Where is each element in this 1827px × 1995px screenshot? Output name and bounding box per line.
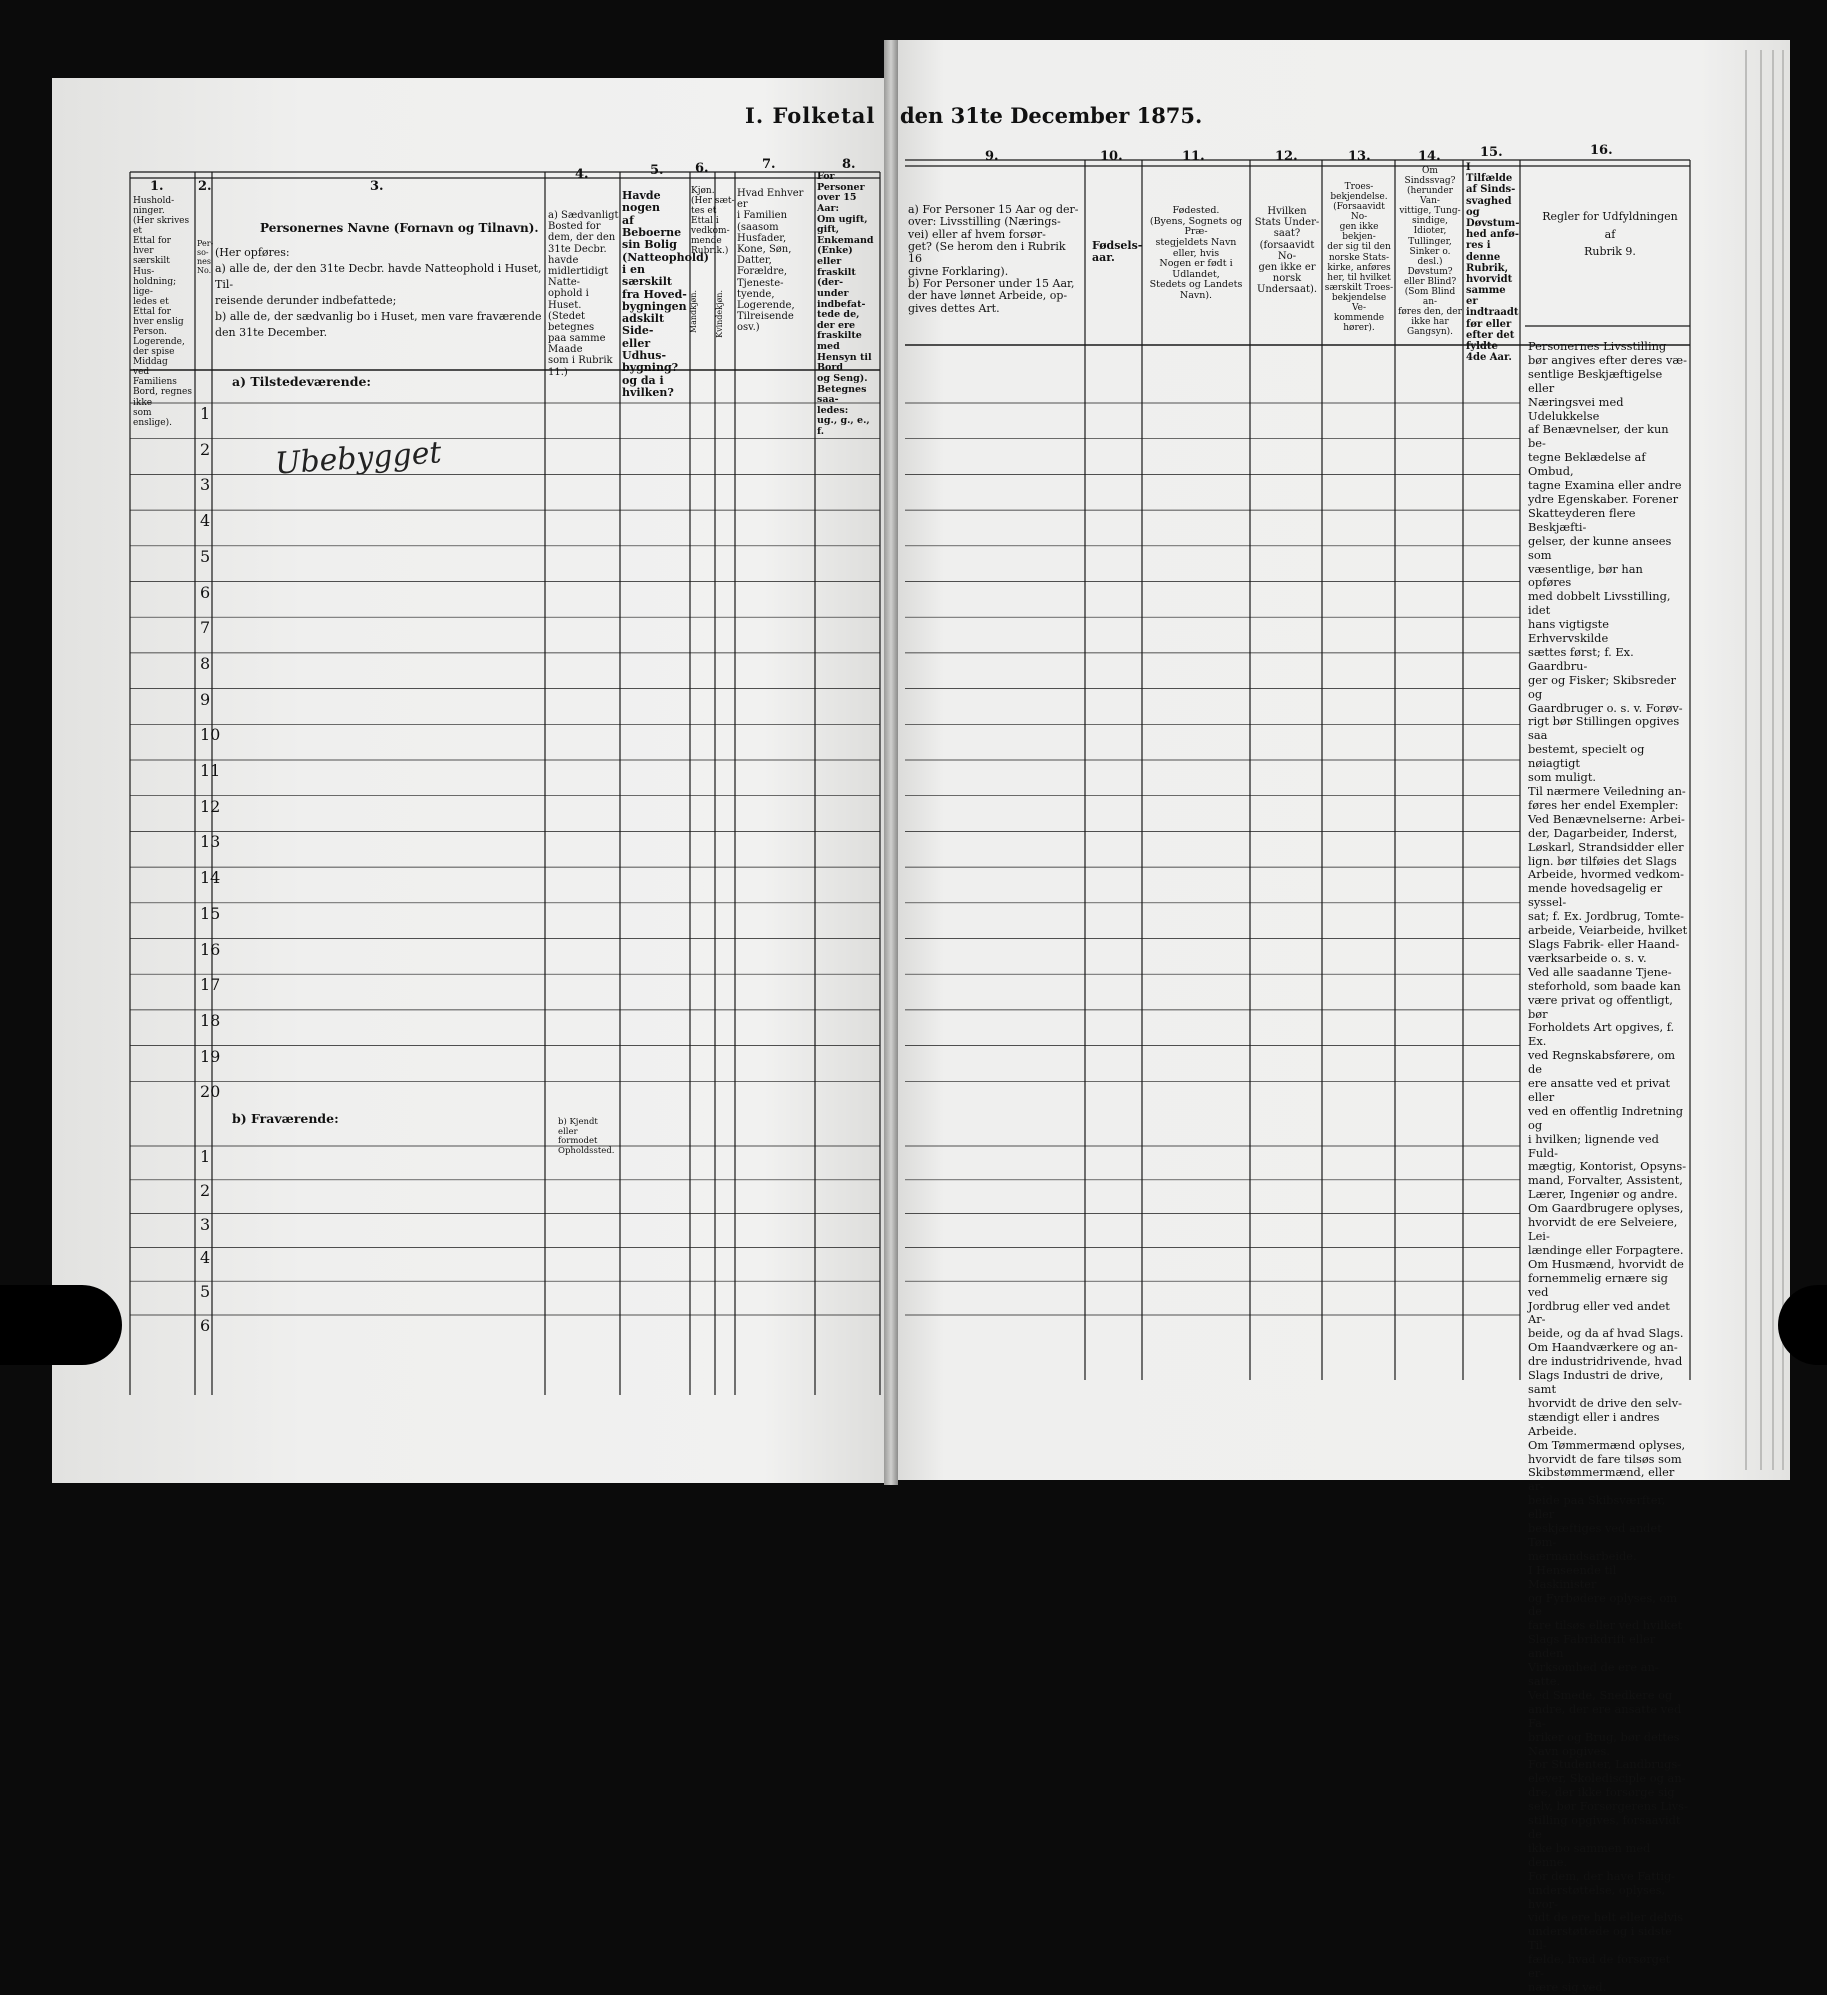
row-number: 2 — [200, 1180, 211, 1200]
row-number: 14 — [200, 868, 221, 888]
col-7-header: Hvad Enhver er i Familien (saasom Husfader, Kone, Søn, Datter, Forældre, Tjeneste- tyende, Logerende, Tilreisende osv.) — [737, 188, 804, 334]
col-9-number: 9. — [985, 149, 999, 164]
row-number: 11 — [200, 761, 221, 780]
col-14-number: 14. — [1418, 149, 1441, 164]
row-number: 3 — [200, 475, 211, 495]
row-number: 13 — [200, 832, 221, 852]
title-right: den 31te December 1875. — [900, 103, 1203, 128]
rules-text: Personernes Livsstilling bør angives efter deres væ- sentlige Beskjæftigelse eller Næringsvei med Udelukkelse af Benævnelser, der kun be- tegne Beklædelse af Ombud, tagne Examina eller andre ydre Egenskaber. Forener Skatteyderen flere Beskjæfti- gelser, der kunne ansees som væsentlige, bør han opføres med dobbelt Livsstilling, idet hans vigtigste Erhvervskilde sættes først; f. Ex. Gaardbru- ger og Fisker; Skibsreder og Gaardbruger o. s. v. Forøv- rigt bør Stillingen opgives saa bestemt, specielt og nøiagtigt som muligt. Til nærmere Veiledning an- føres her endel Exempler: Ved Benævnelserne: Arbei- der, Dagarbeider, Inderst, Løskarl, Strandsidder eller lign. bør tilføies det Slags Arbeide, hvormed vedkom- mende hovedsagelig er syssel- sat; f. Ex. Jordbrug, Tomte- arbeide, Veiarbeide, hvilket Slags Fabrik- eller Haand- værksarbeide o. s. v. Ved alle saadanne Tjene- steforhold, som baade kan være privat og offentligt, bør Forholdets Art opgives, f. Ex. ved Regnskabsførere, om de ere ansatte ved et privat eller ved en offentlig Indretning og i hvilken; lignende ved Fuld- mægtig, Kontorist, Opsyns- mand, Forvalter, Assistent, Lærer, Ingeniør og andre. Om Gaardbrugere oplyses, hvorvidt de ere Selveiere, Lei- lændinge eller Forpagtere. Om Husmænd, hvorvidt de fornemmelig ernære sig ved Jordbrug eller ved andet Ar- beide, og da af hvad Slags. Om Haandværkere og an- dre industridrivende, hvad Slags Industri de drive, samt hvorvidt de drive den selv- stændigt eller i andres Arbeide. Om Tømmermænd oplyses, hvorvidt de fare tilsøs som Skibstømmermænd, eller ar- beide paa Skibsværfter, eller beskjæftiges ved andet Tøm- mermandsarbeide. I Henseende til Maskinister og Fyrbødere oplyses, om de fare tilsøs eller ved hvilket Slags Fabrikdrift eller anden Virksomhed de ere an- satte. Ved Smede, Snedkere og andre, der ere ansatte ved Fa- briker og Brug, bør dettes Navn opgives. For Studenter, Landbrugs- elever, Skoledisciple og an- dre, der ikke forsørge sig selv, bør Forsørgerens Livs- stilling opgives, forsaavidt de ikke bo sammen med denne. For dem, der have Fattig- understøttelse, oplyses, hvor- vidt de ere helt eller delvis understøttede og i sidste Til- fælde, hvad de forsørget er- nære sig ved. — [1528, 339, 1688, 1994]
col-15-header: I Tilfælde af Sinds- svaghed og Døvstum- hed anfø- res i denne Rubrik, hvorvidt samme er indtraadt før eller efter det fyldte 4de Aar. — [1466, 162, 1520, 364]
col-6-male: Mandkjøn. — [689, 290, 698, 334]
row-number: 9 — [200, 689, 211, 709]
section-absent: b) Fraværende: — [232, 1111, 339, 1126]
col-16-header: Regler for Udfyldningen af Rubrik 9. — [1542, 210, 1678, 259]
row-number: 1 — [200, 404, 211, 423]
col-3-heading: Personernes Navne (Fornavn og Tilnavn). — [260, 221, 539, 235]
col-7-number: 7. — [762, 157, 776, 172]
col-12-number: 12. — [1275, 149, 1298, 164]
col-2-number: 2. — [198, 179, 212, 194]
row-number: 15 — [200, 903, 221, 923]
col-6-female: Kvindekjøn. — [715, 290, 724, 338]
col-4-number: 4. — [575, 167, 589, 182]
col-2-header: Per- so- nes No. — [197, 239, 214, 275]
col-1-number: 1. — [150, 179, 164, 194]
title-left: I. Folketal — [745, 103, 876, 128]
col-11-header: Fødested. (Byens, Sognets og Præ- stegjeldets Navn eller, hvis Nogen er født i Udlandet, Stedets og Landets Navn). — [1149, 205, 1243, 301]
row-number: 8 — [200, 653, 211, 673]
row-number: 4 — [200, 1248, 211, 1268]
col-6-header: Kjøn. (Her sæt- tes et Ettal i vedkom- mende Rubrik.) — [691, 186, 735, 257]
section-present: a) Tilstedeværende: — [232, 374, 372, 389]
col-11-number: 11. — [1182, 149, 1205, 164]
col-13-number: 13. — [1348, 149, 1371, 164]
col-4-header: a) Sædvanligt Bosted for dem, der den 31te Decbr. havde midlertidigt Natte- ophold i Huset. (Stedet betegnes paa samme Maade som i Rubrik 11.) — [548, 210, 619, 378]
row-number: 12 — [200, 796, 221, 816]
col-10-number: 10. — [1100, 149, 1123, 164]
col-1-header: Hushold- ninger. (Her skrives et Ettal for hver særskilt Hus- holdning; lige- ledes et Ettal for hver enslig Person. Logerende, der spise Middag ved Familiens Bord, regnes ikke som enslige). — [133, 196, 192, 428]
col-5-number: 5. — [650, 163, 664, 178]
col-9-header: a) For Personer 15 Aar og der- over: Livsstilling (Nærings- vei) eller af hvem forsør- get? (Se herom den i Rubrik 16 givne Forklaring). b) For Personer under 15 Aar, der have lønnet Arbeide, op- gives dettes Art. — [908, 203, 1079, 315]
row-number: 18 — [200, 1010, 221, 1030]
col-6-number: 6. — [695, 161, 709, 176]
col-3-header: (Her opføres: a) alle de, der den 31te Decbr. havde Natteophold i Huset, Til- reisende derunder indbefattede; b) alle de, der sædvanlig bo i Huset, men vare fraværende den 31te December. — [215, 246, 542, 339]
col-15-number: 15. — [1480, 145, 1503, 160]
row-number: 5 — [200, 546, 211, 566]
row-number: 17 — [200, 975, 221, 995]
col-8-header: For Personer over 15 Aar: Om ugift, gift, Enkemand (Enke) eller fraskilt (der- under indbefat- tede de, der ere fraskilte med Hensyn til Bord og Seng). Betegnes saa- ledes: ug., g., e., f. — [817, 171, 874, 437]
row-number: 16 — [200, 939, 221, 959]
row-number: 4 — [200, 511, 211, 531]
row-number: 6 — [200, 582, 211, 602]
col-12-header: Hvilken Stats Under- saat? (forsaavidt No- gen ikke er norsk Undersaat). — [1254, 206, 1320, 296]
col-5-header: Havde nogen af Beboerne sin Bolig (Natteophold) i en særskilt fra Hoved- bygningen adskilt Side- eller Udhus- bygning? og da i hvilken? — [622, 189, 709, 399]
row-number: 10 — [200, 725, 221, 745]
handwritten-entry: Ubebygget — [273, 435, 443, 482]
col-8-number: 8. — [842, 157, 856, 172]
absent-col4-label: b) Kjendt eller formodet Opholdssted. — [558, 1117, 615, 1156]
col-13-header: Troes- bekjendelse. (Forsaavidt No- gen ikke bekjen- der sig til den norske Stats- kirke, anføres her, til hvilket særskilt Troes- bekjendelse Ve- kommende hører). — [1324, 182, 1394, 334]
row-number: 7 — [200, 618, 211, 638]
row-number: 2 — [200, 439, 211, 459]
row-number: 6 — [200, 1316, 211, 1335]
row-number: 3 — [200, 1214, 211, 1234]
row-number: 5 — [200, 1282, 211, 1302]
col-3-number: 3. — [370, 179, 384, 194]
row-number: 1 — [200, 1147, 211, 1166]
row-number: 20 — [200, 1082, 221, 1102]
row-number: 19 — [200, 1046, 221, 1066]
col-10-header: Fødsels- aar. — [1092, 239, 1143, 265]
col-14-header: Om Sindssvag? (herunder Van- vittige, Tung- sindige, Idioter, Tullinger, Sinker o. desl.) Døvstum? eller Blind? (Som Blind an- føres den, der ikke har Gangsyn). — [1398, 166, 1462, 338]
col-16-number: 16. — [1590, 143, 1613, 158]
